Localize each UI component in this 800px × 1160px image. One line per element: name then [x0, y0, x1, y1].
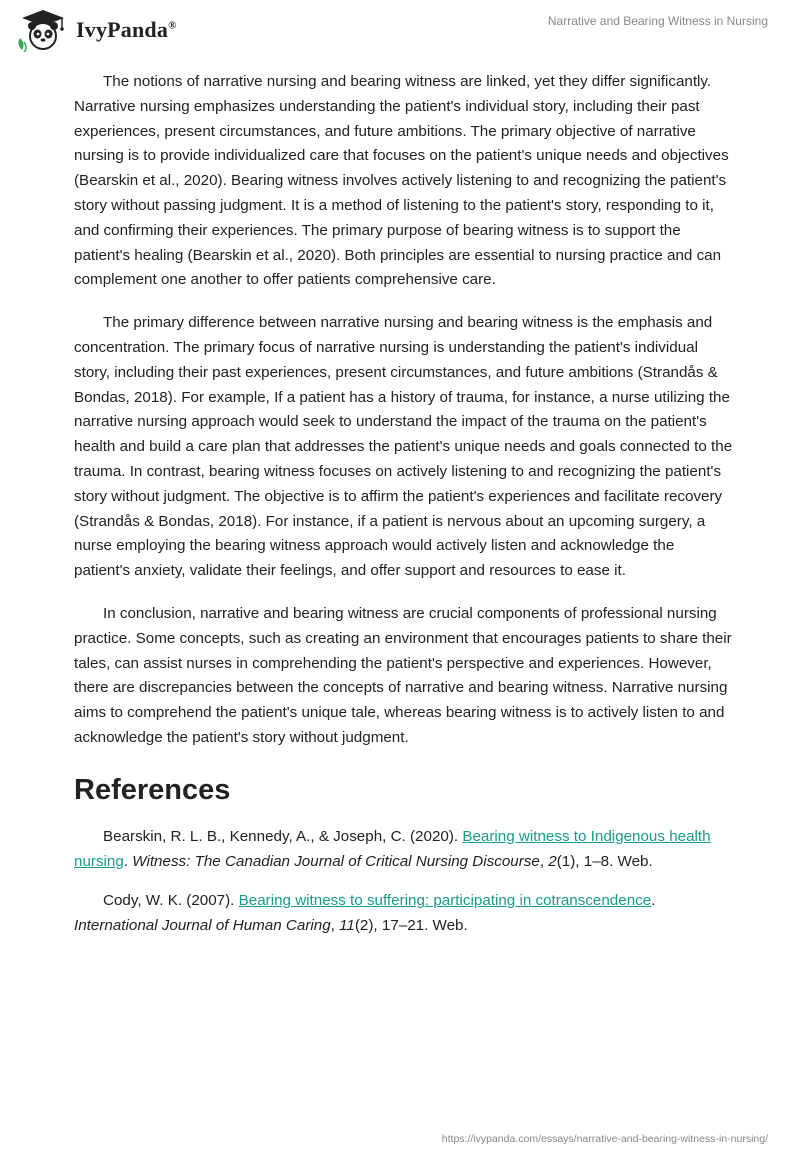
footer-url: https://ivypanda.com/essays/narrative-and-bearing-witness-in-nursing/ [441, 1133, 768, 1145]
paragraph: The primary difference between narrative nursing and bearing witness is the emphasis and concentration. The primary focus of narrative nursing is understanding the patient's individual story, including their past experiences, present circumstances, and future ambitions (Strandås & Bondas, 2018). For example, If a patient has a history of trauma, for instance, a nurse utilizing the narrative nursing approach would seek to understand the impact of the trauma on the patient's health and build a care plan that addresses the patient's unique needs and goals connected to the trauma. In contrast, bearing witness focuses on actively listening to and recognizing the patient's story without judgment. The objective is to affirm the patient's experiences and facilitate recovery (Strandås & Bondas, 2018). For instance, if a patient is nervous about an upcoming surgery, a nurse employing the bearing witness approach would actively listen and acknowledge the patient's anxiety, validate their feelings, and offer support and resources to ease it. [74, 314, 733, 580]
document-title: Narrative and Bearing Witness in Nursing [547, 14, 768, 28]
reference-link[interactable]: Bearing witness to Indigenous health nursing [74, 827, 711, 870]
reference-item: Cody, W. K. (2007). Bearing witness to suffering: participating in cotranscendence. International Journal of Human Caring, 11(2), 17–21. Web. [74, 892, 656, 935]
reference-link[interactable]: Bearing witness to suffering: participating in cotranscendence [238, 892, 652, 910]
paragraph: The notions of narrative nursing and bearing witness are linked, yet they differ significantly. Narrative nursing emphasizes understanding the patient's individual story, including their past experiences, present circumstances, and future ambitions. The primary objective of narrative nursing is to provide individualized care that focuses on the patient's unique needs and objectives (Bearskin et al., 2020). Bearing witness involves actively listening to and recognizing the patient's story without passing judgment. It is a method of listening to the patient's story, responding to it, and confirming their experiences. The primary purpose of bearing witness is to support the patient's healing (Bearskin et al., 2020). Both principles are essential to nursing practice and can complement one another to offer patients comprehensive care. [74, 73, 729, 289]
paragraph: In conclusion, narrative and bearing witness are crucial components of professional nursing practice. Some concepts, such as creating an environment that encourages patients to share their tales, can assist nurses in comprehending the patient's perspective and experiences. However, there are discrepancies between the concepts of narrative and bearing witness. Narrative nursing aims to comprehend the patient's unique tale, whereas bearing witness is to actively listen to and acknowledge the patient's story without judgment. [74, 604, 732, 746]
references-heading: References [74, 773, 231, 806]
reference-item: Bearskin, R. L. B., Kennedy, A., & Joseph, C. (2020). Bearing witness to Indigenous health nursing. Witness: The Canadian Journal of Critical Nursing Discourse, 2(1), 1–8. Web. [74, 827, 711, 870]
page-header [0, 0, 800, 64]
brand-name: IvyPanda® [76, 17, 177, 42]
essay-content [74, 70, 734, 954]
ivypanda-logo[interactable] [14, 8, 177, 52]
panda-graduate-icon [14, 8, 72, 52]
